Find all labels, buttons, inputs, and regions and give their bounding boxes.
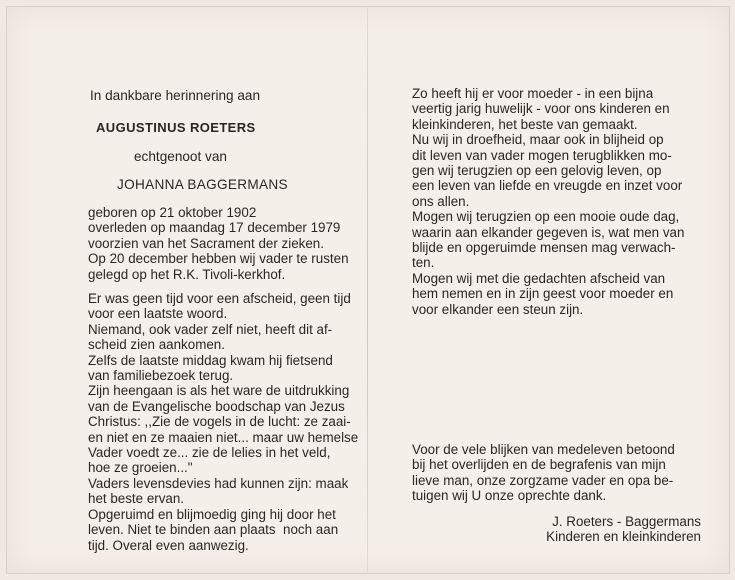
life-details bbox=[88, 205, 349, 282]
text-line: voor elkander een steun zijn. bbox=[412, 301, 584, 317]
intro-text: In dankbare herinnering aan bbox=[90, 88, 261, 103]
left-text bbox=[88, 291, 358, 553]
text-line: het beste ervan. bbox=[88, 491, 185, 507]
text-line: Nu wij in droefheid, maar ook in blijheid op bbox=[412, 132, 664, 148]
thanks-line: Voor de vele blijken van medeleven betoond bbox=[412, 442, 675, 457]
deceased-name: AUGUSTINUS ROETERS bbox=[96, 120, 256, 135]
text-line: Vader voedt ze... zie de lelies in het veld, bbox=[88, 445, 331, 461]
text-line: Christus: ,,Zie de vogels in de lucht: ze zaai- bbox=[88, 414, 351, 430]
text-line: scheid zien aankomen. bbox=[88, 337, 225, 353]
life-line: gelegd op het R.K. Tivoli-kerkhof. bbox=[88, 266, 286, 282]
text-line: blijde en opgeruimde mensen mag verwach- bbox=[412, 240, 676, 256]
life-line: Op 20 december hebben wij vader te rusten bbox=[88, 251, 349, 267]
text-line: voor een laatste woord. bbox=[88, 306, 228, 322]
text-line: Mogen wij terugzien op een mooie oude dag, bbox=[412, 209, 680, 225]
thanks-line: bij het overlijden en de begrafenis van mijn bbox=[412, 457, 666, 473]
text-line: Vaders levensdevies had kunnen zijn: maak bbox=[88, 475, 349, 491]
text-line: kleinkinderen, het beste van gemaakt. bbox=[412, 116, 638, 132]
text-line: ten. bbox=[412, 255, 435, 271]
text-line: en niet en ze maaien niet... maar uw hemelse bbox=[88, 429, 359, 445]
text-line: waarin aan elkander gegeven is, wat men van bbox=[412, 224, 685, 240]
signature-line: Kinderen en kleinkinderen bbox=[546, 529, 701, 545]
spouse-name: JOHANNA BAGGERMANS bbox=[117, 177, 288, 192]
relation-text: echtgenoot van bbox=[134, 149, 227, 164]
right-text bbox=[412, 86, 684, 317]
text-line: Zijn heengaan is als het ware de uitdrukking bbox=[88, 383, 350, 399]
text-line: Zelfs de laatste middag kwam hij fietsend bbox=[88, 352, 333, 368]
text-line: een leven van liefde en vreugde en inzet voor bbox=[412, 178, 683, 194]
card-fold bbox=[367, 6, 368, 572]
text-line: hem nemen en in zijn geest voor moeder en bbox=[412, 286, 674, 302]
thanks-line: tuigen wij U onze oprechte dank. bbox=[412, 488, 607, 504]
text-line: ons allen. bbox=[412, 193, 470, 209]
text-line: Niemand, ook vader zelf niet, heeft dit af- bbox=[88, 321, 333, 337]
text-line: leven. Niet te binden aan plaats noch aan bbox=[88, 522, 339, 538]
life-line: overleden op maandag 17 december 1979 bbox=[88, 220, 341, 236]
text-line: Er was geen tijd voor een afscheid, geen tijd bbox=[88, 291, 351, 306]
thanks-text bbox=[412, 442, 675, 504]
text-line: Zo heeft hij er voor moeder - in een bijna bbox=[412, 86, 654, 101]
life-line: voorzien van het Sacrament der zieken. bbox=[88, 235, 324, 251]
thanks-line: lieve man, onze zorgzame vader en opa be- bbox=[412, 472, 674, 488]
signature bbox=[441, 514, 701, 545]
text-line: gen wij terugzien op een gelovig leven, op bbox=[412, 163, 662, 179]
text-line: Mogen wij met die gedachten afscheid van bbox=[412, 270, 666, 286]
text-line: Opgeruimd en blijmoedig ging hij door het bbox=[88, 506, 336, 522]
text-line: veertig jarig huwelijk - voor ons kinderen en bbox=[412, 101, 670, 117]
text-line: tijd. Overal even aanwezig. bbox=[88, 537, 249, 553]
text-line: van de Evangelische boodschap van Jezus bbox=[88, 398, 345, 414]
text-line: van familiebezoek terug. bbox=[88, 368, 234, 384]
signature-line: J. Roeters - Baggermans bbox=[552, 514, 701, 529]
life-line: geboren op 21 oktober 1902 bbox=[88, 205, 257, 220]
text-line: dit leven van vader mogen terugblikken mo- bbox=[412, 147, 672, 163]
text-line: hoe ze groeien..." bbox=[88, 460, 193, 476]
